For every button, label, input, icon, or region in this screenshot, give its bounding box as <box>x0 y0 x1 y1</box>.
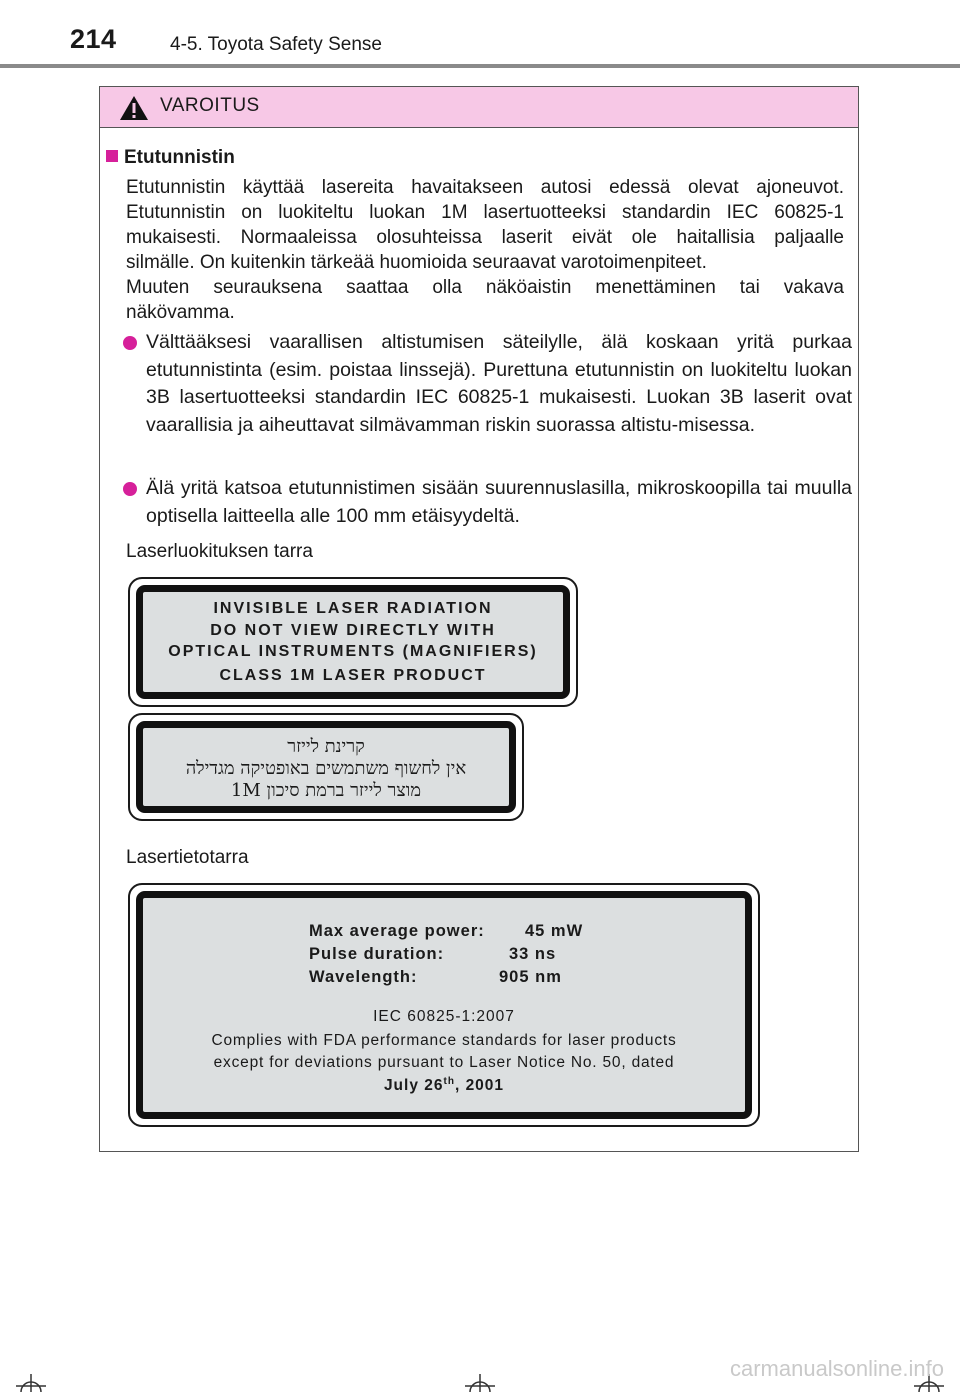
bullet-text: Välttääksesi vaarallisen altistumisen säteilylle, älä koskaan yritä purkaa etutunnistinta (esim. poistaa linssejä). Purettuna etutunnistin on luokiteltu luokan 3B lasertuotteeksi standardin IEC 60825-1 mukaisesti. Luokan 3B laserit ovat vaarallisia ja aiheuttavat silmävamman riskin suorassa altistu-misessa. <box>146 331 852 436</box>
info-label-caption: Lasertietotarra <box>126 847 249 868</box>
label-line: קרינת לייזר <box>287 736 365 757</box>
spec-key: Max average power: <box>309 922 485 940</box>
bullet-item <box>108 329 852 439</box>
crop-mark-icon <box>465 1374 495 1392</box>
header-divider <box>0 64 960 68</box>
spec-key: Wavelength: <box>309 968 418 986</box>
crop-mark-icon <box>16 1374 46 1392</box>
compliance-date <box>143 1076 745 1095</box>
warning-box <box>99 86 859 1152</box>
label-line: מוצר לייזר ברמת סיכון 1M <box>230 780 422 801</box>
spec-row <box>309 920 609 943</box>
label-line: OPTICAL INSTRUMENTS (MAGNIFIERS) <box>168 643 538 660</box>
laser-info-label <box>128 883 760 1127</box>
intro-line: Etutunnistin on luokiteltu luokan 1M lasertuotteeksi standardin IEC 60825-1 <box>126 202 844 223</box>
intro-line: näkövamma. <box>126 302 235 323</box>
date-year: , 2001 <box>454 1077 505 1095</box>
compliance-line: except for deviations pursuant to Laser Notice No. 50, dated <box>213 1054 675 1071</box>
spec-key: Pulse duration: <box>309 945 445 963</box>
intro-line: Etutunnistin käyttää lasereita havaitakseen autosi edessä olevat ajoneuvot. <box>126 177 844 198</box>
subsection-heading-text: Etutunnistin <box>124 147 235 168</box>
page-number: 214 <box>70 24 117 54</box>
spec-list <box>309 920 609 989</box>
compliance-text <box>143 1030 745 1074</box>
intro-line: silmälle. On kuitenkin tärkeää huomioida seuraavat varotoimenpiteet. <box>126 252 707 273</box>
subsection-heading <box>106 147 235 169</box>
label-panel <box>136 585 570 699</box>
warning-triangle-icon <box>118 94 150 122</box>
label-line: DO NOT VIEW DIRECTLY WITH <box>210 621 496 639</box>
laser-class-label-hebrew <box>128 713 524 821</box>
warning-header <box>100 87 858 128</box>
label-line: CLASS 1M LASER PRODUCT <box>219 666 487 684</box>
date-prefix: July 26 <box>383 1077 444 1095</box>
warning-label: VAROITUS <box>160 95 260 116</box>
intro-line: Muuten seurauksena saattaa olla näköaistin menettäminen tai vakava <box>126 277 844 298</box>
label-line: אין לחשוף משתמשים באופטיקה מגדילה <box>185 758 467 779</box>
spec-row <box>309 943 609 966</box>
class-label-caption: Laserluokituksen tarra <box>126 541 313 562</box>
spec-value: 905 nm <box>499 968 562 986</box>
spec-value: 33 ns <box>509 945 557 963</box>
standard-text: IEC 60825-1:2007 <box>373 1008 515 1025</box>
watermark: carmanualsonline.info <box>729 1356 944 1381</box>
bullet-text: Älä yritä katsoa etutunnistimen sisään suurennuslasilla, mikroskoopilla tai muulla optisella laitteella alle 100 mm etäisyydeltä. <box>146 477 852 527</box>
label-panel <box>136 891 752 1119</box>
intro-paragraph <box>126 175 844 325</box>
circle-bullet-icon <box>123 336 137 350</box>
date-ordinal: th <box>443 1076 455 1087</box>
square-bullet-icon <box>106 150 118 162</box>
spec-value: 45 mW <box>525 922 584 940</box>
compliance-line: Complies with FDA performance standards for laser products <box>211 1032 677 1049</box>
intro-line: mukaisesti. Normaaleissa olosuhteissa laserit eivät ole haitallisia paljaalle <box>126 227 844 248</box>
bullet-item <box>108 475 852 530</box>
label-panel <box>136 721 516 813</box>
circle-bullet-icon <box>123 482 137 496</box>
spec-row <box>309 966 609 989</box>
section-title: 4-5. Toyota Safety Sense <box>170 34 382 55</box>
laser-class-label-english <box>128 577 578 707</box>
label-line: INVISIBLE LASER RADIATION <box>213 600 493 617</box>
